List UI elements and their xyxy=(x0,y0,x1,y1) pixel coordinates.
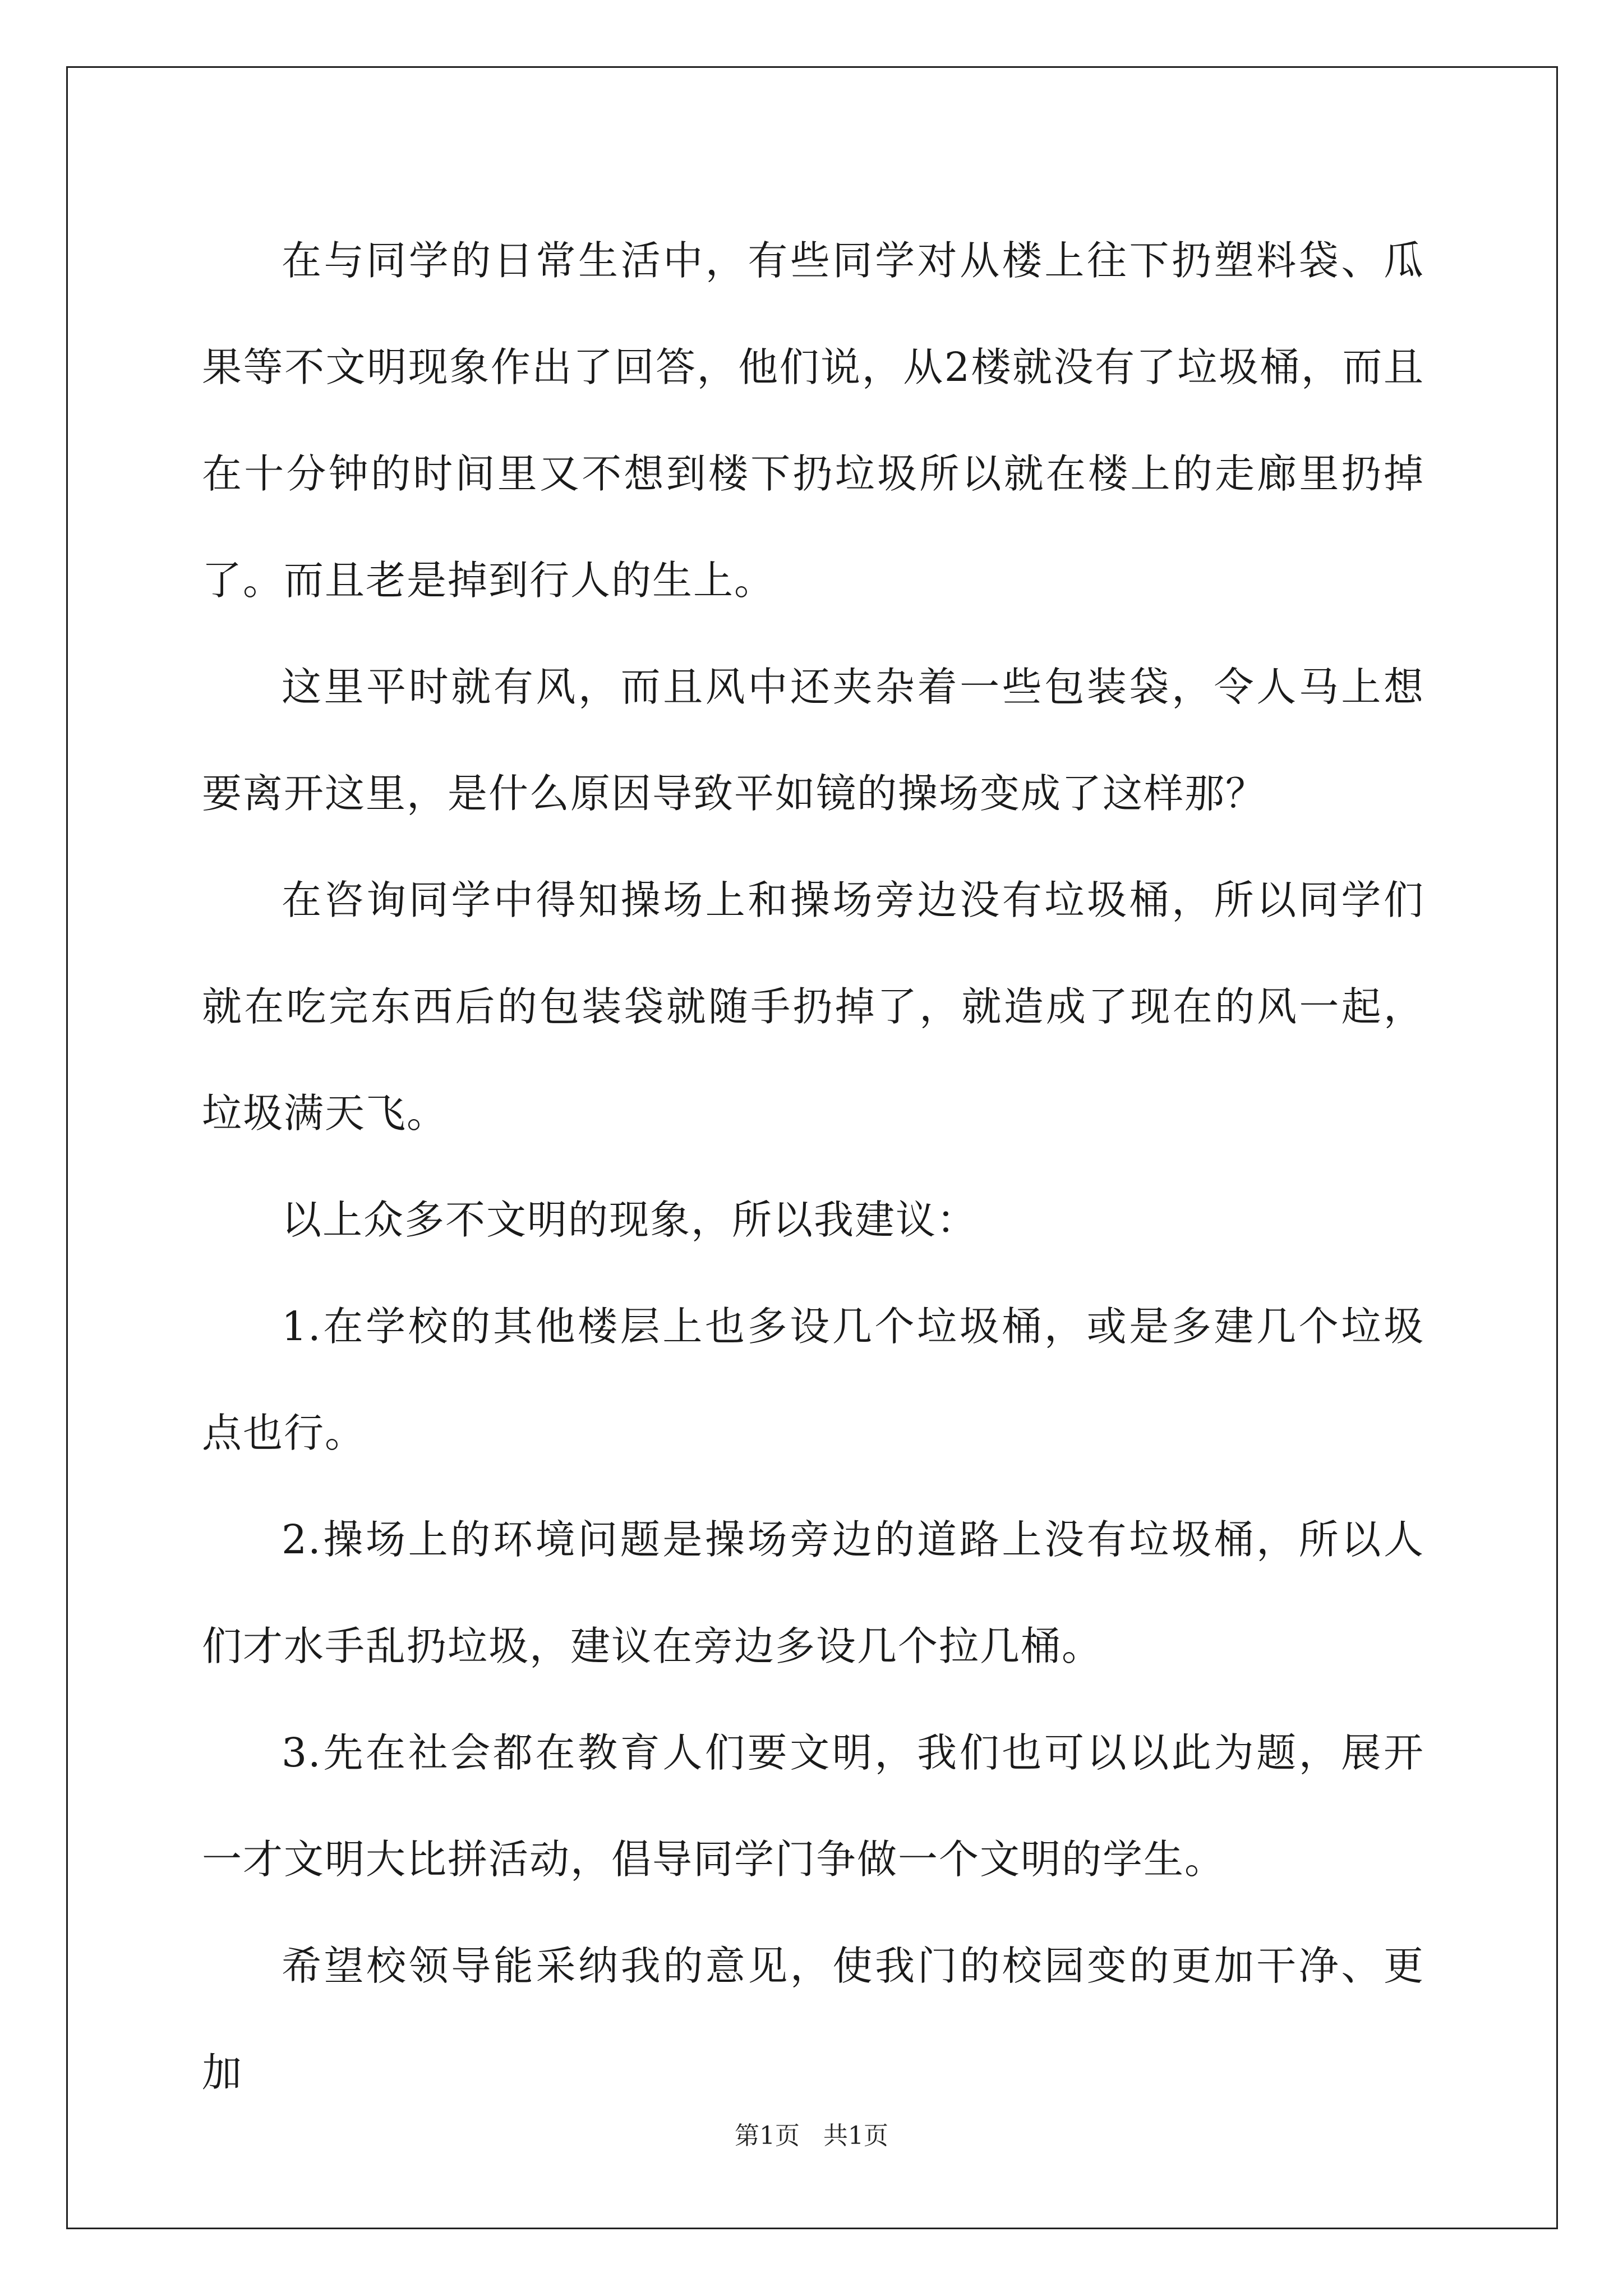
paragraph: 1.在学校的其他楼层上也多设几个垃圾桶，或是多建几个垃圾点也行。 xyxy=(202,1303,1424,1456)
paragraph: 这里平时就有风，而且风中还夹杂着一些包装袋，令人马上想要离开这里，是什么原因导致平如镜的操场变成了这样那？ xyxy=(202,664,1424,817)
paragraph: 希望校领导能采纳我的意见，使我门的校园变的更加干净、更加 xyxy=(202,1943,1424,2096)
paragraph: 在咨询同学中得知操场上和操场旁边没有垃圾桶，所以同学们就在吃完东西后的包装袋就随手扔掉了，就造成了现在的风一起，垃圾满天飞。 xyxy=(202,877,1424,1137)
paragraph: 以上众多不文明的现象，所以我建议： xyxy=(282,1197,978,1243)
document-body xyxy=(202,208,1424,2126)
paragraph: 在与同学的日常生活中，有些同学对从楼上往下扔塑料袋、瓜果等不文明现象作出了回答，他们说，从2楼就没有了垃圾桶，而且在十分钟的时间里又不想到楼下扔垃圾所以就在楼上的走廊里扔掉了。而且老是掉到行人的生上。 xyxy=(202,237,1424,604)
page-number-footer: 第1页 共1页 xyxy=(735,2122,888,2150)
paragraph: 2.操场上的环境问题是操场旁边的道路上没有垃圾桶，所以人们才水手乱扔垃圾，建议在旁边多设几个拉几桶。 xyxy=(202,1516,1424,1669)
paragraph: 3.先在社会都在教育人们要文明，我们也可以以此为题，展开一才文明大比拼活动，倡导同学门争做一个文明的学生。 xyxy=(202,1729,1424,1883)
